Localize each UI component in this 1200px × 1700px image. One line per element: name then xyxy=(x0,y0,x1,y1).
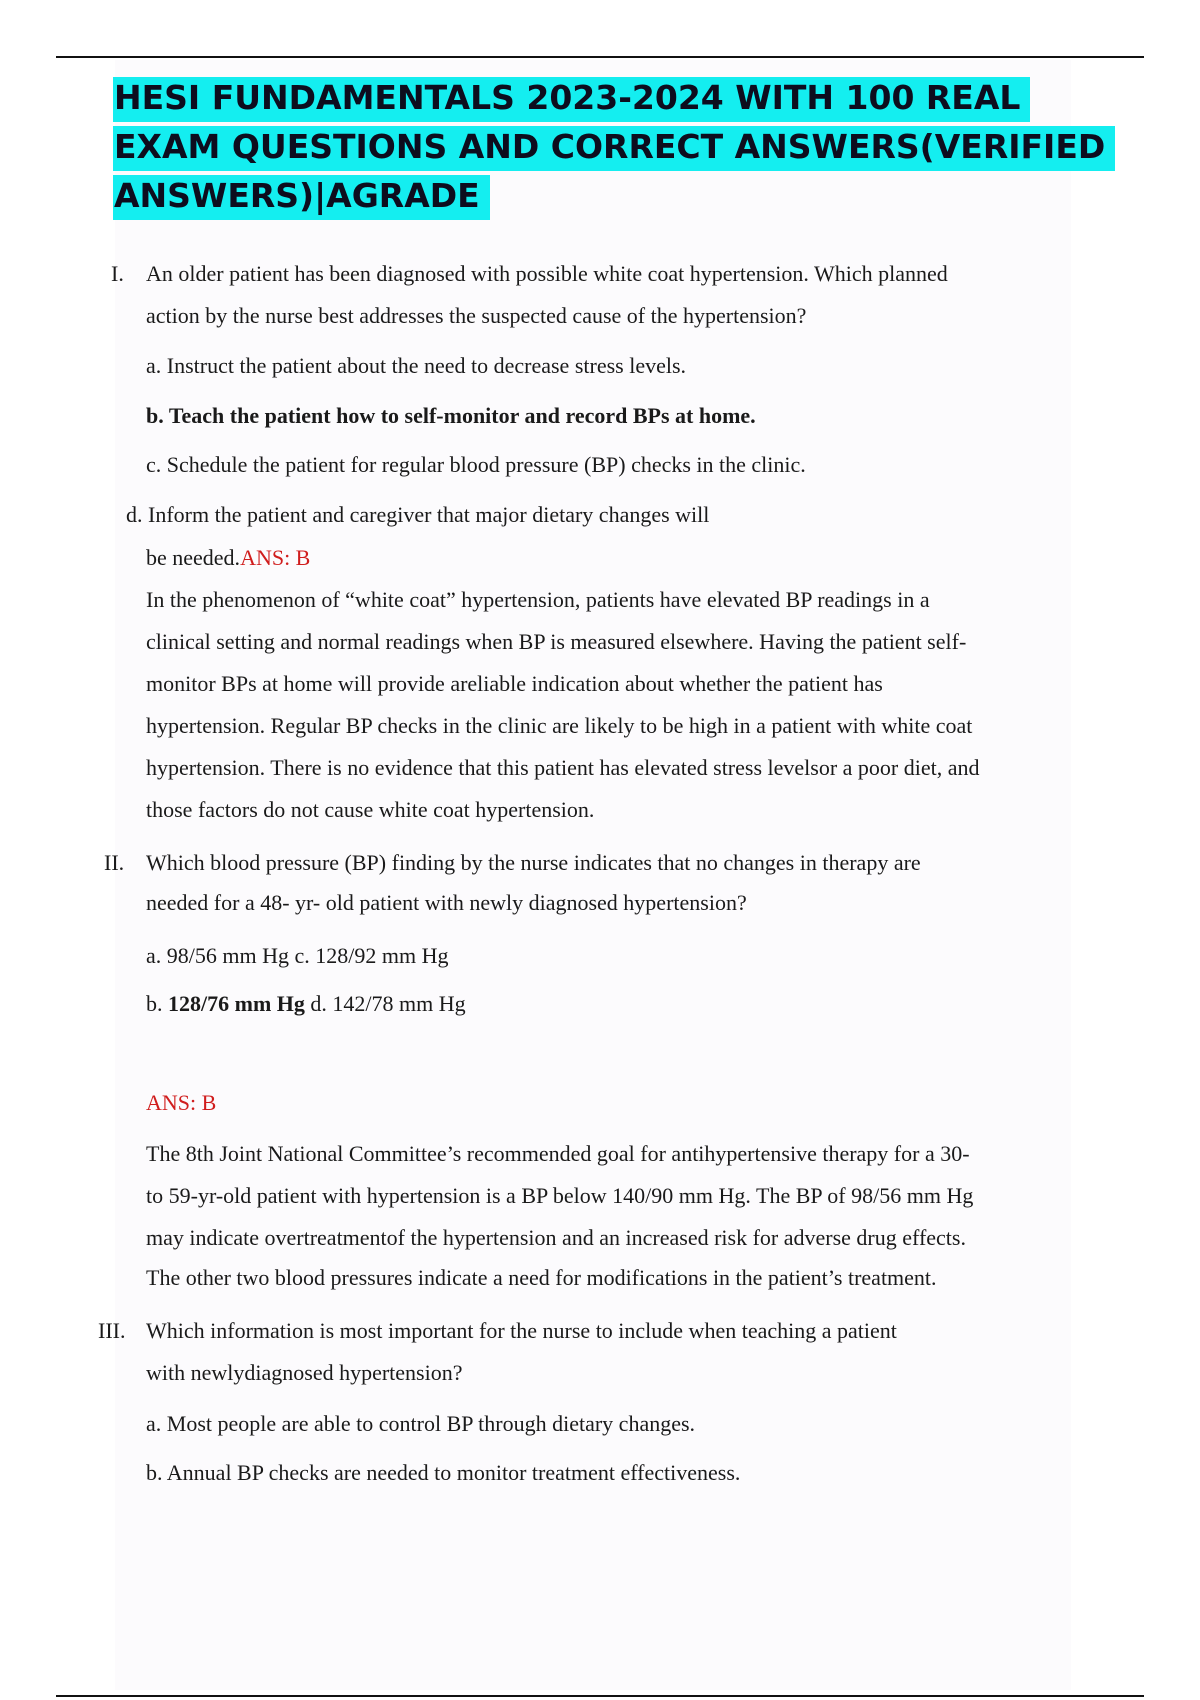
document-title xyxy=(113,73,1113,220)
question-3-number: III. xyxy=(98,1318,126,1343)
question-2-rationale-line-2: to 59-yr-old patient with hypertension is a BP below 140/90 mm Hg. The BP of 98/56 mm Hg xyxy=(146,1183,974,1208)
question-1-option-d: d. Inform the patient and caregiver that major dietary changes will xyxy=(126,502,710,527)
question-3-stem-line-2: with newlydiagnosed hypertension? xyxy=(146,1360,463,1385)
question-2-options-row-1: a. 98/56 mm Hg c. 128/92 mm Hg xyxy=(146,943,449,968)
question-2-stem-line-2: needed for a 48- yr- old patient with newly diagnosed hypertension? xyxy=(146,890,747,915)
question-1-option-c: c. Schedule the patient for regular blood pressure (BP) checks in the clinic. xyxy=(146,452,806,477)
question-1-number: I. xyxy=(111,261,124,286)
question-2-option-b-prefix: b. xyxy=(146,991,163,1016)
bottom-rule xyxy=(56,1695,1144,1697)
question-1-option-a: a. Instruct the patient about the need to decrease stress levels. xyxy=(146,353,687,378)
question-2-rationale-line-3: may indicate overtreatmentof the hypertension and an increased risk for adverse drug effects. xyxy=(146,1225,966,1250)
question-2-answer: ANS: B xyxy=(146,1090,217,1115)
question-2-option-d: d. 142/78 mm Hg xyxy=(310,991,466,1016)
question-1-rationale-line-6: those factors do not cause white coat hypertension. xyxy=(146,797,595,822)
question-2-rationale-line-4: The other two blood pressures indicate a need for modifications in the patient’s treatment. xyxy=(146,1265,937,1290)
question-3-stem-line-1: Which information is most important for the nurse to include when teaching a patient xyxy=(146,1318,897,1343)
question-1-option-d-continued xyxy=(146,545,310,571)
question-1-option-b-correct: b. Teach the patient how to self-monitor and record BPs at home. xyxy=(146,403,756,428)
question-2-stem-line-1: Which blood pressure (BP) finding by the nurse indicates that no changes in therapy are xyxy=(146,850,921,875)
option-d-tail: be needed. xyxy=(146,545,241,570)
question-3-option-b: b. Annual BP checks are needed to monitor treatment effectiveness. xyxy=(146,1460,741,1485)
question-1-rationale-line-5: hypertension. There is no evidence that this patient has elevated stress levelsor a poor diet, and xyxy=(146,755,980,780)
question-1-rationale-line-3: monitor BPs at home will provide areliable indication about whether the patient has xyxy=(146,671,883,696)
question-1-rationale-line-1: In the phenomenon of “white coat” hypertension, patients have elevated BP readings in a xyxy=(146,587,930,612)
question-1-rationale-line-2: clinical setting and normal readings when BP is measured elsewhere. Having the patient self- xyxy=(146,629,967,654)
question-2-options-row-2 xyxy=(146,991,466,1017)
title-highlight: HESI FUNDAMENTALS 2023-2024 WITH 100 REAL EXAM QUESTIONS AND CORRECT ANSWERS(VERIFIED ANSWERS)|AGRADE xyxy=(113,77,1115,220)
question-1-stem-line-1: An older patient has been diagnosed with possible white coat hypertension. Which planned xyxy=(146,261,948,286)
question-1-rationale-line-4: hypertension. Regular BP checks in the clinic are likely to be high in a patient with white coat xyxy=(146,713,973,738)
question-2-option-b-correct: 128/76 mm Hg xyxy=(168,991,305,1016)
question-1-stem-line-2: action by the nurse best addresses the suspected cause of the hypertension? xyxy=(146,303,807,328)
question-2-number: II. xyxy=(104,850,125,875)
question-2-rationale-line-1: The 8th Joint National Committee’s recommended goal for antihypertensive therapy for a 30- xyxy=(146,1141,970,1166)
question-3-option-a: a. Most people are able to control BP through dietary changes. xyxy=(146,1411,696,1436)
question-1-answer: ANS: B xyxy=(240,545,311,570)
top-rule xyxy=(56,56,1144,58)
